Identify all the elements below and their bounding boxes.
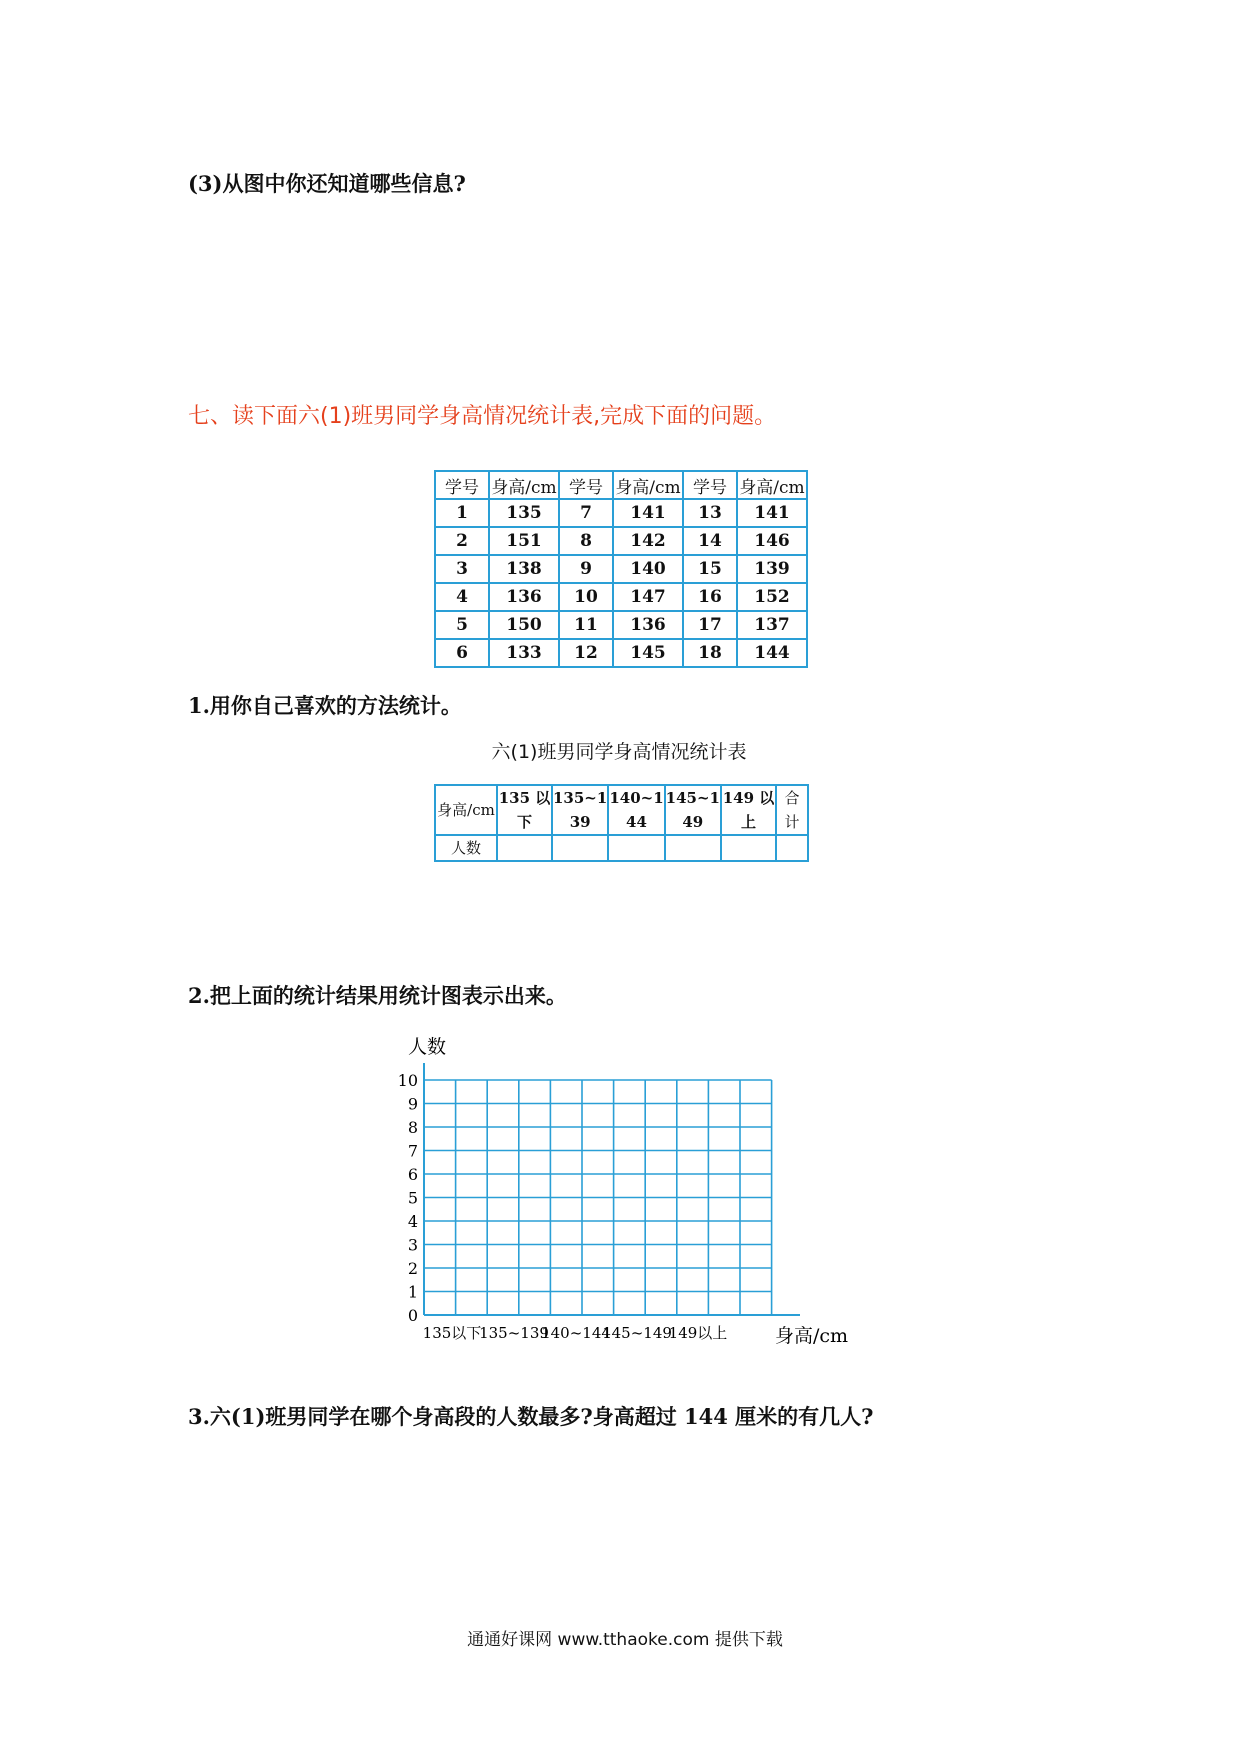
- y-tick-label: 8: [407, 1118, 418, 1137]
- y-tick-label: 2: [407, 1259, 418, 1278]
- table-row: [435, 555, 807, 583]
- y-tick-label: 6: [407, 1165, 418, 1184]
- y-tick-label: 9: [407, 1094, 418, 1114]
- table-row: [435, 527, 807, 555]
- table-cell: 9: [559, 555, 613, 583]
- header-cell: 学号: [559, 471, 613, 499]
- table-cell: 146: [737, 527, 807, 555]
- range-line: 下: [516, 813, 532, 831]
- y-tick-label: 4: [407, 1212, 418, 1231]
- table-cell: 13: [683, 499, 737, 527]
- answer-cell[interactable]: [665, 835, 721, 861]
- table-cell: 17: [683, 611, 737, 639]
- table-cell: 18: [683, 639, 737, 667]
- header-cell: 学号: [683, 471, 737, 499]
- y-tick-label: 5: [407, 1188, 418, 1208]
- table-cell: 6: [435, 639, 489, 667]
- table-cell: 139: [737, 555, 807, 583]
- table-cell: 136: [489, 583, 559, 611]
- question-3-previous: (3)从图中你还知道哪些信息?: [188, 171, 466, 196]
- table-cell: 10: [559, 583, 613, 611]
- table-cell: 133: [489, 639, 559, 667]
- header-cell: 身高/cm: [737, 471, 807, 499]
- header-cell: 身高/cm: [489, 471, 559, 499]
- y-tick-labels: [398, 1071, 418, 1325]
- table-cell: 144: [737, 639, 807, 667]
- answer-cell[interactable]: [497, 835, 552, 861]
- range-line: 上: [740, 813, 756, 831]
- blank-bar-chart-grid: [390, 1025, 860, 1355]
- total-cell: [776, 785, 808, 835]
- answer-cell[interactable]: [776, 835, 808, 861]
- table-cell: 2: [435, 527, 489, 555]
- table-cell: 8: [559, 527, 613, 555]
- y-tick-label: 10: [397, 1071, 418, 1090]
- tally-range-row: [435, 785, 808, 835]
- range-cell: [552, 785, 608, 835]
- chart-grid: [424, 1080, 772, 1315]
- table-cell: 1: [435, 499, 489, 527]
- table-cell: 11: [559, 611, 613, 639]
- table-cell: 7: [559, 499, 613, 527]
- table-cell: 135: [489, 499, 559, 527]
- question-1: 1.用你自己喜欢的方法统计。: [188, 693, 462, 718]
- table-row: [435, 583, 807, 611]
- table-cell: 138: [489, 555, 559, 583]
- x-tick-label: 135~139: [479, 1324, 549, 1342]
- x-tick-label: 145~149: [602, 1324, 672, 1342]
- range-line: 合: [784, 789, 800, 807]
- range-line: 145~1: [665, 789, 720, 807]
- y-tick-label: 3: [407, 1235, 418, 1255]
- x-tick-label: 140~144: [541, 1324, 611, 1342]
- table-cell: 145: [613, 639, 683, 667]
- range-line: 39: [569, 813, 591, 831]
- x-axis-label: 身高/cm: [775, 1325, 849, 1347]
- footer-credit: 通通好课网 www.tthaoke.com 提供下载: [467, 1630, 783, 1650]
- answer-cell[interactable]: [608, 835, 664, 861]
- table-cell: 152: [737, 583, 807, 611]
- table-cell: 14: [683, 527, 737, 555]
- table-cell: 5: [435, 611, 489, 639]
- range-line: 135~1: [553, 789, 608, 807]
- x-tick-label: 149以上: [668, 1324, 728, 1342]
- y-tick-label: 0: [407, 1306, 418, 1325]
- table-cell: 142: [613, 527, 683, 555]
- table-cell: 12: [559, 639, 613, 667]
- range-cell: [608, 785, 664, 835]
- table-cell: 3: [435, 555, 489, 583]
- table-cell: 137: [737, 611, 807, 639]
- table-cell: 4: [435, 583, 489, 611]
- answer-cell[interactable]: [552, 835, 608, 861]
- row-label-count: 人数: [435, 835, 497, 861]
- x-tick-label: 135以下: [422, 1324, 482, 1342]
- range-line: 44: [626, 813, 647, 831]
- y-tick-label: 7: [407, 1141, 418, 1161]
- range-line: 140~1: [609, 789, 664, 807]
- table-cell: 151: [489, 527, 559, 555]
- question-3: 3.六(1)班男同学在哪个身高段的人数最多?身高超过 144 厘米的有几人?: [188, 1404, 874, 1429]
- answer-cell[interactable]: [721, 835, 776, 861]
- table-row: [435, 499, 807, 527]
- height-data-table: [434, 470, 808, 668]
- range-line: 149 以: [722, 789, 775, 807]
- table-cell: 150: [489, 611, 559, 639]
- table-cell: 141: [613, 499, 683, 527]
- table-row: [435, 611, 807, 639]
- range-line: 49: [682, 813, 704, 831]
- tally-count-row: [435, 835, 808, 861]
- table-cell: 147: [613, 583, 683, 611]
- x-tick-labels: [423, 1324, 728, 1342]
- question-2: 2.把上面的统计结果用统计图表示出来。: [188, 983, 567, 1008]
- tally-table: [434, 784, 809, 862]
- y-axis-label: 人数: [408, 1036, 447, 1058]
- range-cell: [497, 785, 552, 835]
- table-cell: 140: [613, 555, 683, 583]
- table-cell: 136: [613, 611, 683, 639]
- table-cell: 16: [683, 583, 737, 611]
- table-cell: 141: [737, 499, 807, 527]
- table-header-row: [435, 471, 807, 499]
- header-cell: 身高/cm: [613, 471, 683, 499]
- range-cell: [721, 785, 776, 835]
- header-cell: 学号: [435, 471, 489, 499]
- row-label-height: 身高/cm: [435, 785, 497, 835]
- tally-table-title: 六(1)班男同学身高情况统计表: [491, 741, 747, 763]
- section-7-title: 七、读下面六(1)班男同学身高情况统计表,完成下面的问题。: [188, 404, 777, 429]
- range-line: 计: [784, 813, 800, 831]
- table-cell: 15: [683, 555, 737, 583]
- range-line: 135 以: [498, 789, 551, 807]
- range-cell: [665, 785, 721, 835]
- table-row: [435, 639, 807, 667]
- y-tick-label: 1: [407, 1282, 418, 1302]
